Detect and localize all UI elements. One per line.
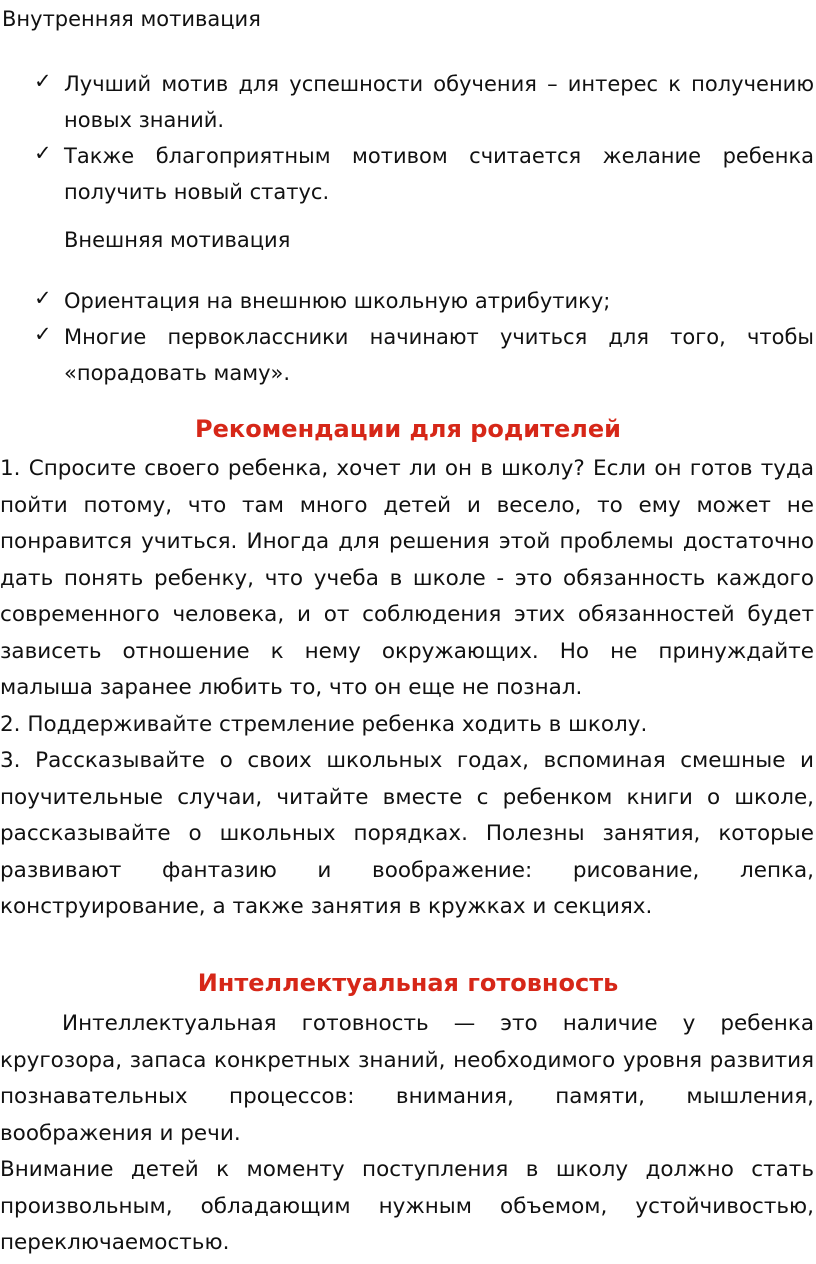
- list-item-text: Ориентация на внешнюю школьную атрибутику;: [64, 289, 611, 313]
- checkmark-icon: ✓: [34, 286, 52, 310]
- checkmark-icon: ✓: [34, 322, 52, 346]
- intellectual-readiness-heading: Интеллектуальная готовность: [197, 969, 619, 997]
- recommendations-body: [0, 451, 814, 926]
- list-item-text: Также благоприятным мотивом считается желание ребенка получить новый статус.: [64, 144, 814, 204]
- intellectual-paragraph-2: Внимание детей к моменту поступления в школу должно стать произвольным, обладающим нужным объемом, устойчивостью, переключаемостью.: [0, 1157, 814, 1255]
- intellectual-paragraph-1: Интеллектуальная готовность — это наличие у ребенка кругозора, запаса конкретных знаний, необходимого уровня развития познавательных процессов: внимания, памяти, мышления, воображения и речи.: [0, 1011, 814, 1146]
- external-motivation-title: Внешняя мотивация: [64, 228, 291, 252]
- checkmark-icon: ✓: [34, 141, 52, 165]
- recommendation-paragraph-2: 2. Поддерживайте стремление ребенка ходить в школу.: [0, 711, 648, 737]
- external-motivation-list: [0, 283, 814, 391]
- list-item-text: Лучший мотив для успешности обучения – интерес к получению новых знаний.: [64, 72, 814, 132]
- checkmark-icon: ✓: [34, 69, 52, 93]
- list-item: [0, 66, 814, 138]
- list-item: [0, 138, 814, 210]
- internal-motivation-list: [0, 66, 814, 210]
- list-item: [0, 319, 814, 391]
- list-item: [0, 283, 814, 319]
- internal-motivation-title: Внутренняя мотивация: [2, 7, 261, 31]
- recommendations-heading: Рекомендации для родителей: [195, 415, 621, 443]
- list-item-text: Многие первоклассники начинают учиться для того, чтобы «порадовать маму».: [64, 325, 814, 385]
- recommendation-paragraph-3: 3. Рассказывайте о своих школьных годах, вспоминая смешные и поучительные случаи, читайте вместе с ребенком книги о школе, рассказывайте о школьных порядках. Полезны занятия, которые развивают фантазию и воображение: рисование, лепка, конструирование, а также занятия в кружках и секциях.: [0, 748, 814, 919]
- recommendation-paragraph-1: 1. Спросите своего ребенка, хочет ли он в школу? Если он готов туда пойти потому, что там много детей и весело, то ему может не понравится учиться. Иногда для решения этой проблемы достаточно дать понять ребенку, что учеба в школе - это обязанность каждого современного человека, и от соблюдения этих обязанностей будет зависеть отношение к нему окружающих. Но не принуждайте малыша заранее любить то, что он еще не познал.: [0, 456, 814, 700]
- intellectual-readiness-body: [0, 1006, 814, 1262]
